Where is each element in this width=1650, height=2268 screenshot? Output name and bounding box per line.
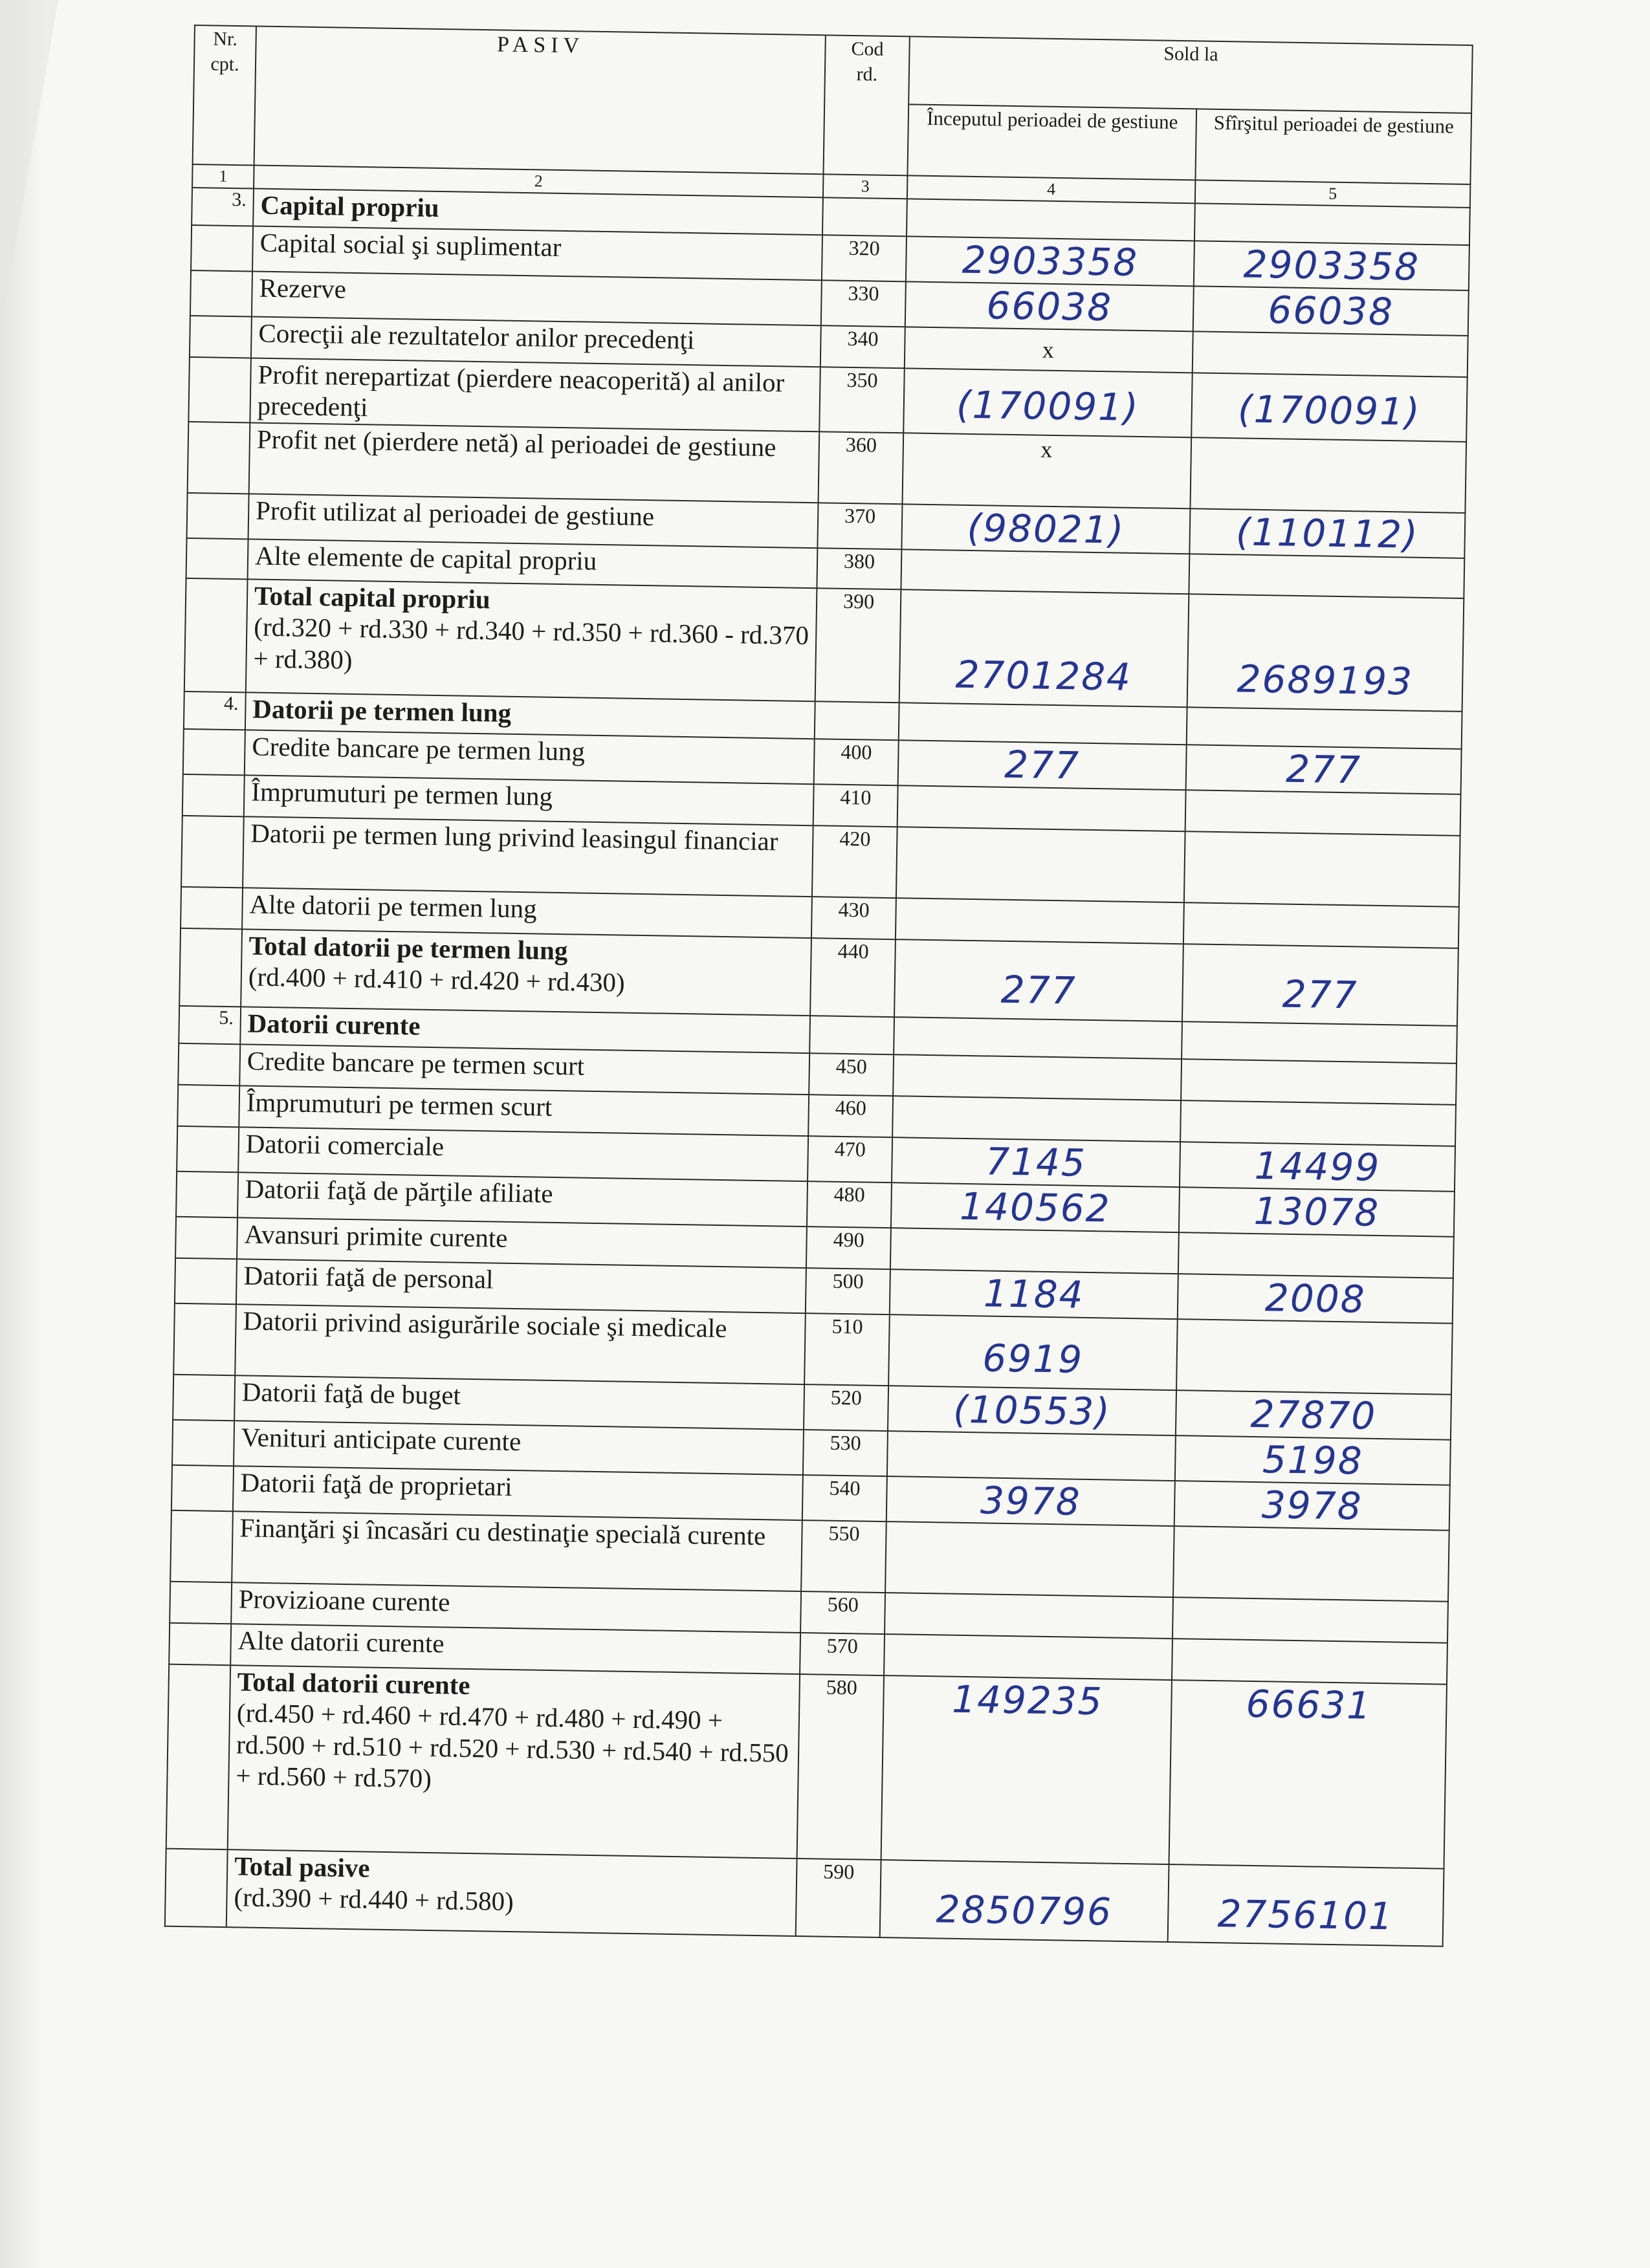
- value-start: 149235: [881, 1675, 1172, 1864]
- value-start: (170091): [903, 368, 1193, 437]
- grand-total-start: 2850796: [880, 1860, 1169, 1942]
- value-start: 3978: [886, 1476, 1175, 1526]
- value-start: 2903358: [906, 236, 1194, 286]
- value-end: 27870: [1176, 1390, 1451, 1440]
- total-formula: (rd.450 + rd.460 + rd.470 + rd.480 + rd.490 + rd.500 + rd.510 + rd.520 + rd.530 + rd.540 + rd.550 + rd.560 + rd.570): [236, 1697, 789, 1794]
- row-code: 550: [801, 1520, 886, 1593]
- row-code: 420: [812, 825, 897, 898]
- value-end: 2689193: [1187, 594, 1464, 712]
- row-label: Datorii faţă de părţile afiliate: [237, 1172, 808, 1227]
- grand-total-label: [226, 1849, 797, 1936]
- row-code: 480: [807, 1181, 892, 1228]
- total-formula: (rd.320 + rd.330 + rd.340 + rd.350 + rd.360 - rd.370 + rd.380): [253, 611, 809, 675]
- row-code: 510: [804, 1313, 890, 1386]
- value-start: 6919: [888, 1314, 1178, 1390]
- value-end: 14499: [1180, 1142, 1455, 1192]
- value-end: 277: [1186, 745, 1462, 794]
- row-label: Alte datorii pe termen lung: [242, 888, 812, 938]
- scan-edge-shadow: [0, 0, 45, 2268]
- header-nr: Nr. cpt.: [193, 25, 256, 165]
- row-code: 370: [817, 503, 902, 549]
- value-end: [1189, 554, 1464, 598]
- value-start: 2701284: [899, 589, 1189, 707]
- value-start: [884, 1634, 1172, 1680]
- header-start: Începutul perioadei de gestiune: [907, 104, 1196, 180]
- total-title: Total datorii curente: [237, 1666, 470, 1701]
- row-label: Provizioane curente: [231, 1582, 801, 1633]
- value-start: (98021): [901, 504, 1190, 554]
- row-label: Alte elemente de capital propriu: [248, 539, 818, 588]
- total-label: [241, 929, 811, 1016]
- value-start: 277: [898, 740, 1187, 790]
- value-end: 277: [1182, 944, 1458, 1026]
- row-label: Datorii comerciale: [238, 1127, 808, 1181]
- row-code: 570: [800, 1633, 885, 1675]
- row-label: Capital social şi suplimentar: [252, 226, 822, 280]
- value-start: [893, 1054, 1182, 1100]
- col-number-1: 1: [192, 164, 254, 188]
- value-start: [897, 785, 1186, 831]
- row-code: 530: [803, 1430, 888, 1476]
- value-start: [885, 1521, 1174, 1597]
- value-start: (10553): [888, 1386, 1176, 1435]
- value-end: [1185, 790, 1461, 836]
- value-end: 2903358: [1194, 241, 1469, 290]
- value-end: 13078: [1179, 1187, 1455, 1237]
- row-code: 350: [819, 367, 905, 433]
- row-label: Rezerve: [252, 271, 822, 325]
- col-number-5: 5: [1195, 180, 1471, 208]
- total-title: Total datorii pe termen lung: [248, 930, 568, 966]
- row-label: Datorii pe termen lung privind leasingul financiar: [243, 816, 813, 897]
- row-code: 580: [797, 1674, 884, 1860]
- row-label: Profit nerepartizat (pierdere neacoperită) al anilor precedenţi: [250, 358, 820, 431]
- total-title: Total capital propriu: [254, 580, 490, 615]
- value-start: [885, 1593, 1173, 1639]
- row-code: 450: [809, 1053, 894, 1096]
- section-number: 5.: [179, 1006, 241, 1044]
- section-number: 3.: [192, 188, 254, 226]
- row-code: 360: [819, 431, 904, 504]
- value-end: 3978: [1174, 1481, 1450, 1531]
- value-end: [1172, 1597, 1448, 1643]
- row-label: Împrumuturi pe termen lung: [244, 775, 814, 825]
- value-end: [1193, 331, 1468, 377]
- row-code: 470: [808, 1136, 892, 1183]
- row-label: Credite bancare pe termen lung: [245, 730, 815, 784]
- row-label: Corecţii ale rezultatelor anilor precedenţi: [251, 316, 821, 367]
- row-label: Profit utilizat al perioadei de gestiune: [248, 494, 819, 548]
- value-start: [890, 1228, 1179, 1274]
- grand-total-title: Total pasive: [234, 1851, 370, 1883]
- value-start: [901, 549, 1189, 594]
- total-label: [246, 579, 817, 701]
- value-end: [1190, 437, 1466, 513]
- row-code: 540: [802, 1475, 887, 1521]
- col-number-4: 4: [907, 175, 1196, 203]
- row-code: 380: [817, 548, 901, 589]
- section-title: Datorii pe termen lung: [245, 692, 815, 739]
- row-code: 460: [808, 1095, 893, 1137]
- row-label: Venituri anticipate curente: [234, 1421, 804, 1475]
- section-number: 4.: [184, 692, 246, 730]
- grand-total-end: 2756101: [1168, 1864, 1444, 1946]
- value-start: 140562: [891, 1183, 1180, 1232]
- row-code: 320: [822, 235, 907, 281]
- row-label: Credite bancare pe termen scurt: [239, 1044, 809, 1095]
- value-start: 7145: [892, 1137, 1180, 1187]
- row-code: 400: [814, 739, 899, 785]
- value-start: [892, 1096, 1181, 1142]
- col-number-2: 2: [254, 165, 823, 197]
- value-end: 66038: [1193, 286, 1469, 336]
- value-end: 5198: [1175, 1435, 1451, 1485]
- row-label: Avansuri primite curente: [237, 1217, 807, 1268]
- row-code: 560: [800, 1591, 885, 1634]
- value-end: 2008: [1178, 1274, 1453, 1324]
- value-start: x: [902, 433, 1191, 508]
- value-end: [1181, 1059, 1457, 1105]
- row-code: 440: [810, 938, 896, 1017]
- row-code: 330: [821, 280, 906, 327]
- total-label: [228, 1665, 800, 1859]
- value-end: [1184, 831, 1460, 907]
- value-start: [887, 1431, 1176, 1481]
- grand-total-formula: (rd.390 + rd.440 + rd.580): [234, 1882, 514, 1917]
- header-cod: Cod rd.: [823, 35, 909, 175]
- row-code: 410: [813, 784, 898, 827]
- value-end: [1178, 1232, 1454, 1278]
- value-start: [896, 898, 1184, 944]
- row-code: 500: [806, 1268, 890, 1314]
- row-label: Împrumuturi pe termen scurt: [239, 1085, 809, 1136]
- header-pasiv: PASIV: [254, 27, 826, 175]
- row-label: Datorii faţă de buget: [234, 1375, 804, 1430]
- value-end: [1183, 902, 1459, 948]
- section-title: Capital propriu: [253, 188, 823, 235]
- header-sold: Sold la: [908, 36, 1473, 113]
- row-label: Profit net (pierdere netă) al perioadei de gestiune: [249, 422, 820, 503]
- value-end: [1180, 1100, 1456, 1146]
- value-end: [1172, 1639, 1447, 1685]
- pasiv-table: [164, 25, 1473, 1947]
- value-end: [1173, 1526, 1449, 1602]
- row-label: Alte datorii curente: [230, 1624, 800, 1674]
- header-end: Sfîrşitul perioadei de gestiune: [1195, 109, 1471, 184]
- value-end: 66631: [1169, 1680, 1447, 1869]
- row-label: Finanţări şi încasări cu destinaţie specială curente: [232, 1511, 802, 1591]
- row-code: 490: [806, 1227, 891, 1269]
- value-start: 1184: [890, 1269, 1178, 1319]
- row-code: 430: [811, 897, 896, 939]
- value-end: (170091): [1191, 373, 1468, 442]
- total-formula: (rd.400 + rd.410 + rd.420 + rd.430): [248, 961, 625, 998]
- col-number-3: 3: [823, 174, 908, 199]
- value-end: [1176, 1319, 1453, 1395]
- row-code: 590: [796, 1859, 881, 1937]
- section-title: Datorii curente: [240, 1007, 810, 1053]
- row-code: 340: [820, 325, 905, 368]
- row-code: 520: [804, 1384, 888, 1431]
- value-start: 277: [894, 939, 1183, 1021]
- value-start: x: [905, 327, 1193, 373]
- value-start: [896, 827, 1185, 902]
- row-label: Datorii faţă de proprietari: [233, 1466, 803, 1520]
- row-label: Datorii privind asigurările sociale şi medicale: [235, 1304, 806, 1384]
- value-start: 66038: [905, 281, 1194, 331]
- row-code: 390: [815, 588, 901, 703]
- value-end: (110112): [1189, 508, 1465, 558]
- row-label: Datorii faţă de personal: [236, 1259, 806, 1313]
